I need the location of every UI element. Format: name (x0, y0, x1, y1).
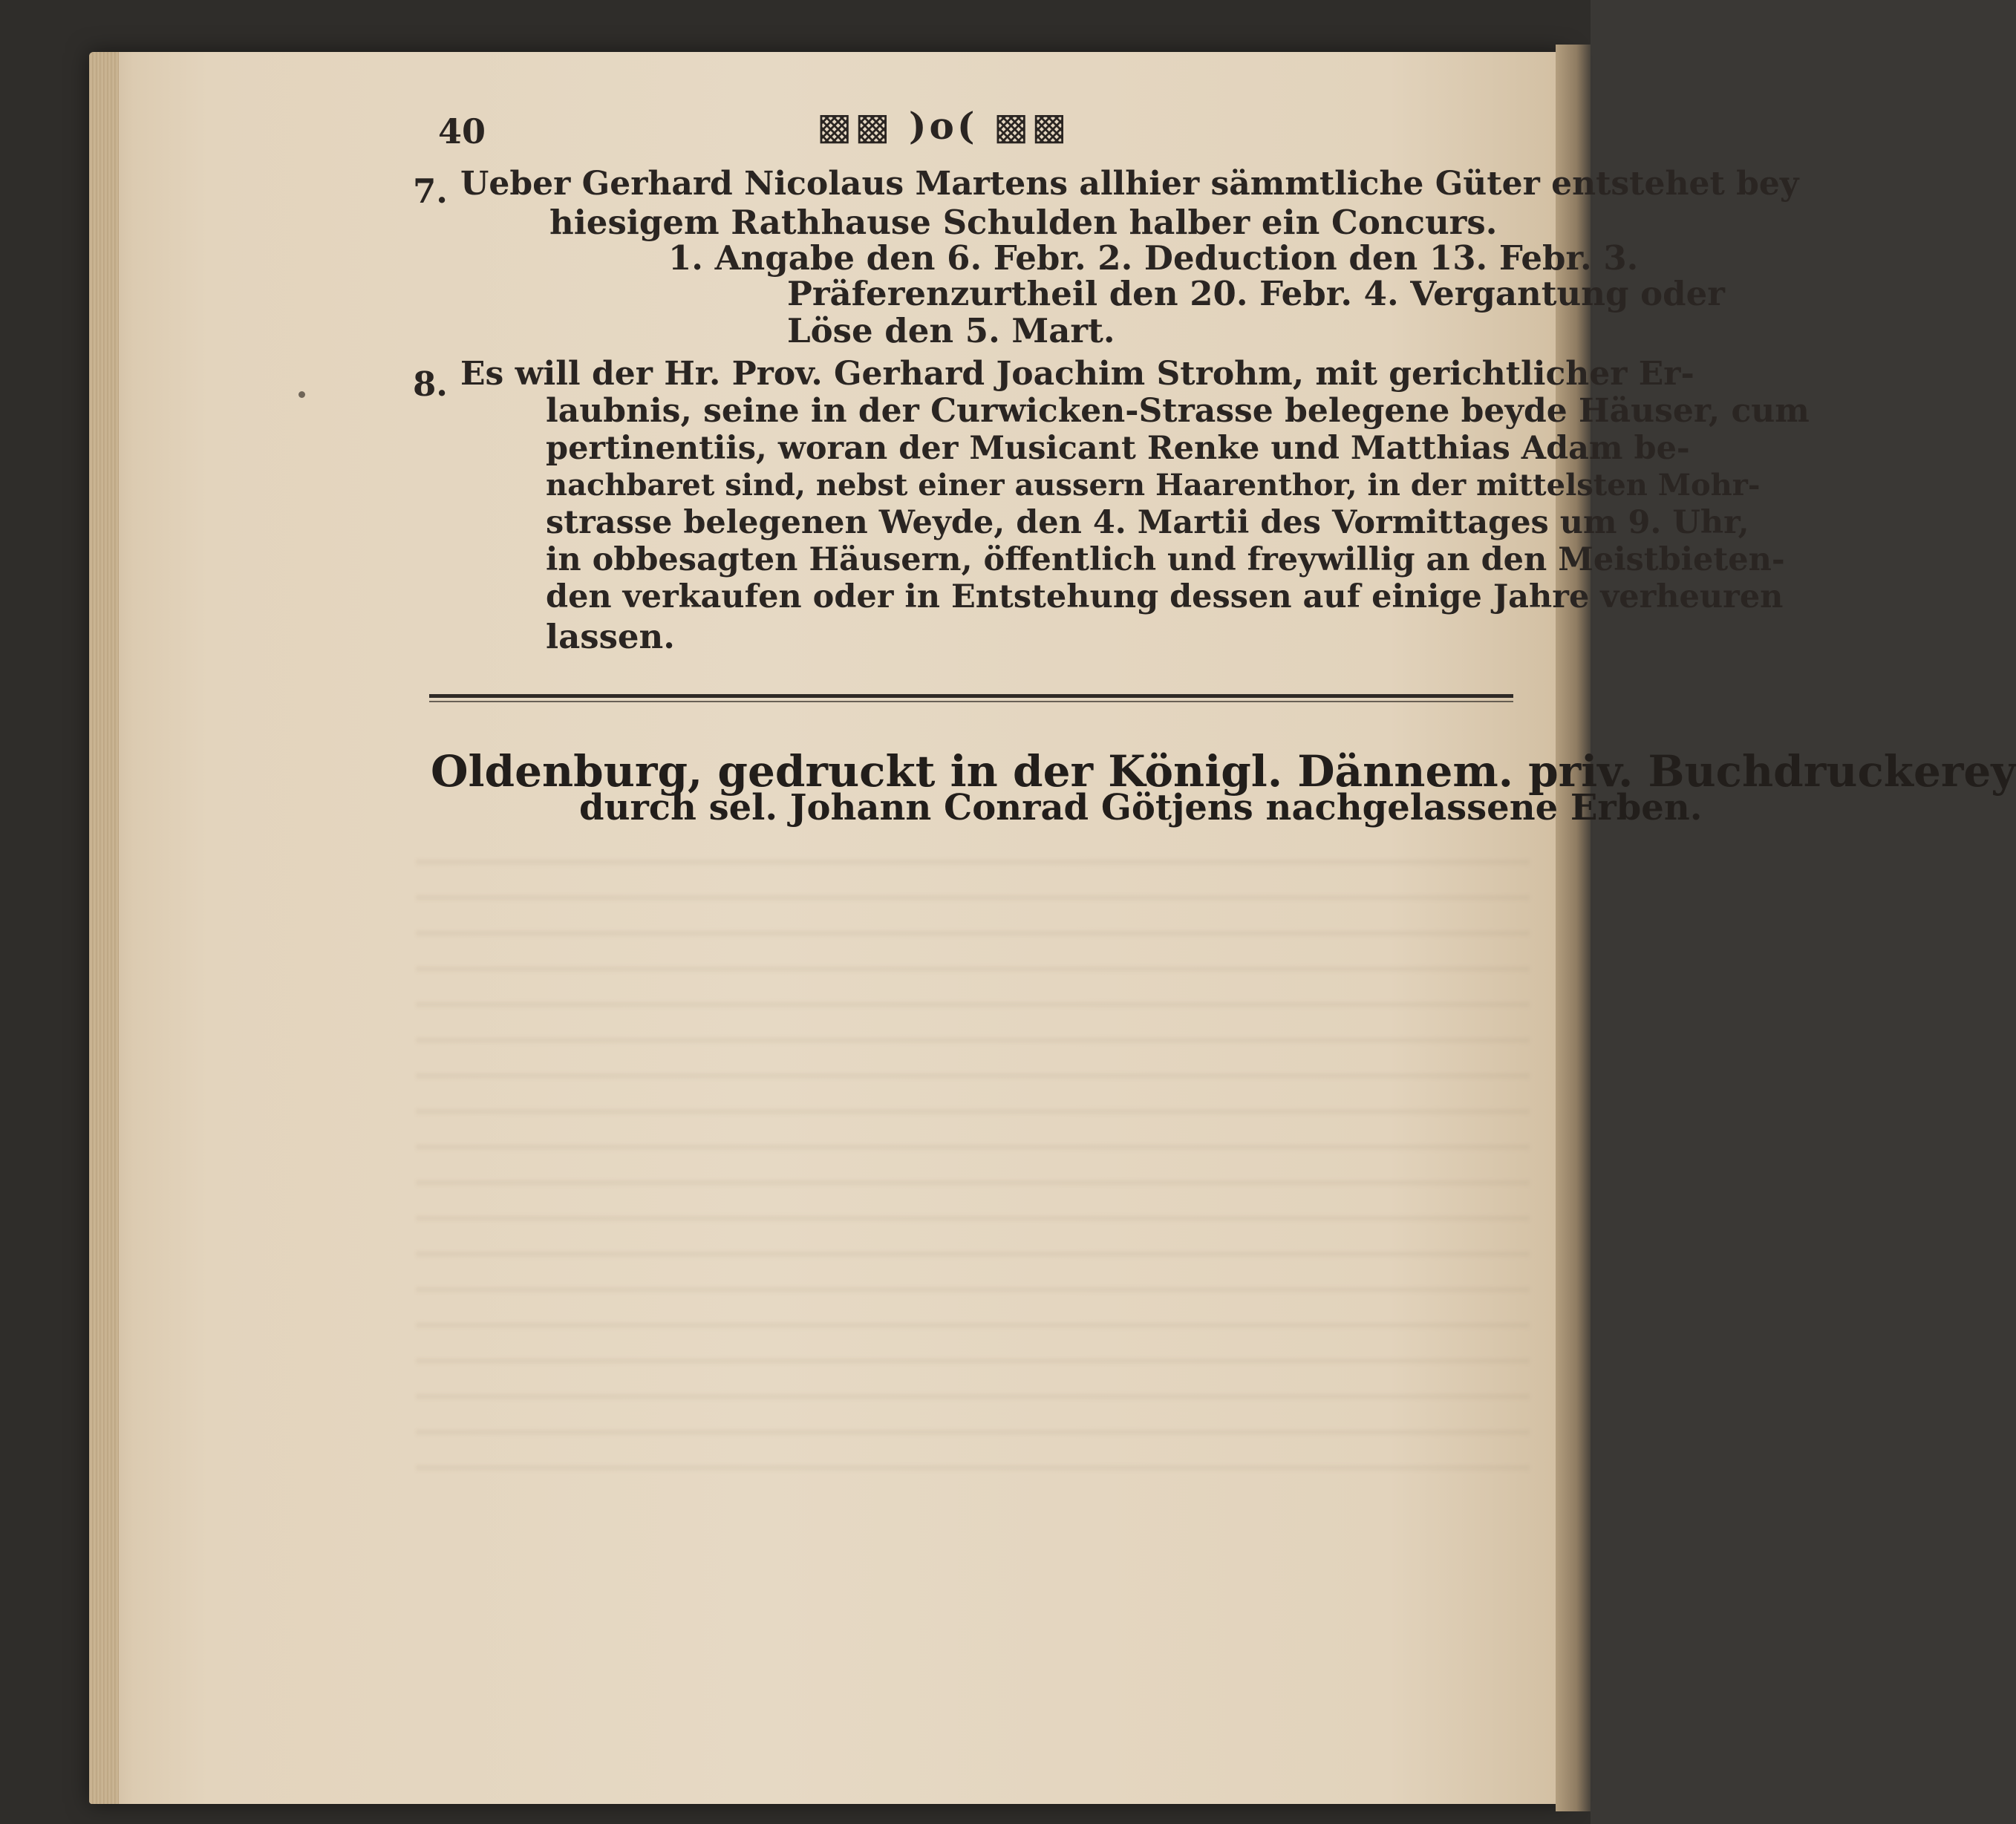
imprint-line-1: Oldenburg, gedruckt in der Königl. Dännem. priv. Buchdruckerey (431, 746, 2016, 797)
entry-line: strasse belegenen Weyde, den 4. Martii des Vormittages um 9. Uhr, (546, 504, 1749, 541)
page-edge-left (89, 52, 119, 1804)
header-ornament: ▩▩ )o( ▩▩ (817, 104, 1070, 148)
horizontal-rule (429, 694, 1513, 698)
entry-line: lassen. (546, 617, 675, 656)
entry-number: 7. (413, 171, 448, 211)
entry-line: nachbaret sind, nebst einer aussern Haarenthor, in der mittelsten Mohr- (546, 468, 1761, 503)
entry-line: pertinentiis, woran der Musicant Renke und Matthias Adam be- (546, 430, 1690, 467)
imprint-line-2: durch sel. Johann Conrad Götjens nachgelassene Erben. (579, 787, 1703, 828)
entry-line: Ueber Gerhard Nicolaus Martens allhier sämmtliche Güter entstehet bey (460, 165, 1799, 203)
horizontal-rule-thin (429, 701, 1513, 702)
entry-number: 8. (413, 365, 448, 404)
entry-line: Präferenzurtheil den 20. Febr. 4. Vergantung oder (787, 274, 1725, 313)
show-through-bleed (416, 831, 1530, 1500)
speck (299, 391, 305, 398)
entry-line: laubnis, seine in der Curwicken-Strasse belegene beyde Häuser, cum (546, 392, 1810, 430)
entry-line: hiesigem Rathhause Schulden halber ein Concurs. (549, 203, 1498, 242)
page-number: 40 (438, 111, 486, 151)
entry-line: den verkaufen oder in Entstehung dessen auf einige Jahre verheuren (546, 578, 1784, 615)
entry-line: 1. Angabe den 6. Febr. 2. Deduction den 13. Febr. 3. (668, 238, 1639, 278)
entry-line: Löse den 5. Mart. (787, 311, 1115, 350)
entry-line: in obbesagten Häusern, öffentlich und freywillig an den Meistbieten- (546, 541, 1785, 578)
entry-line: Es will der Hr. Prov. Gerhard Joachim Strohm, mit gerichtlicher Er- (460, 355, 1694, 393)
